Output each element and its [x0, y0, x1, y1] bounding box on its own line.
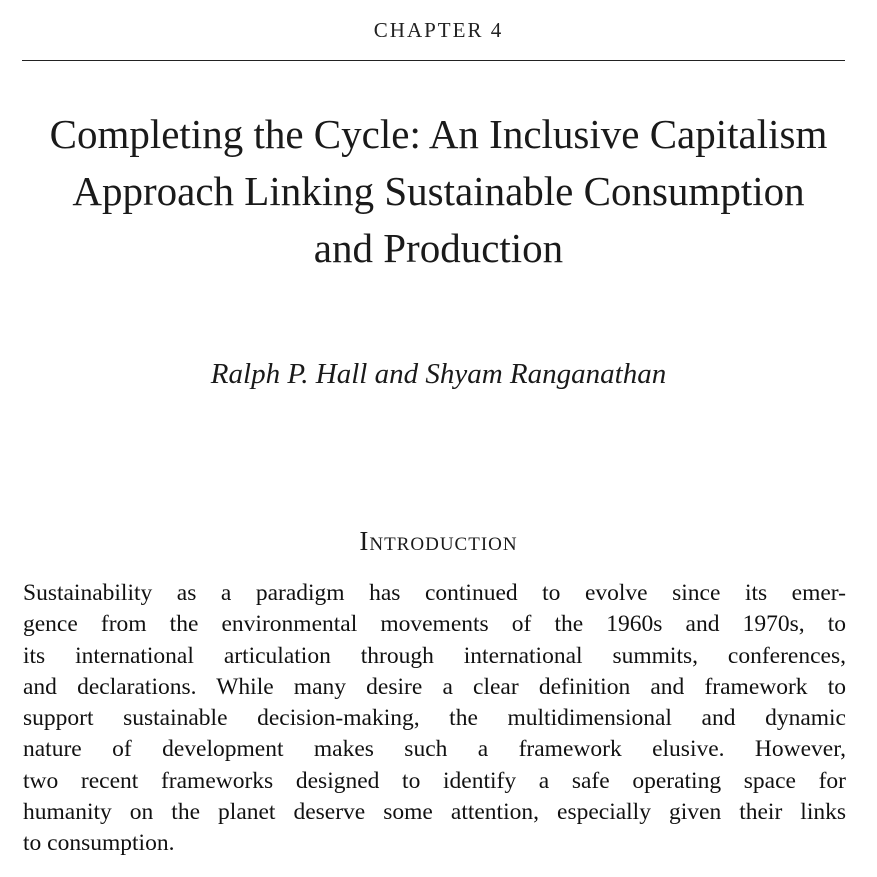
chapter-label: CHAPTER 4 [373, 18, 504, 42]
paragraph-line: support sustainable decision-making, the multidimensional and dynamic [23, 705, 846, 732]
paragraph-line: Sustainability as a paradigm has continued to evolve since its emer- [23, 580, 846, 606]
chapter-title-line: Approach Linking Sustainable Consumption [72, 168, 805, 214]
paragraph-line: to consumption. [23, 830, 175, 857]
paragraph-line: nature of development makes such a framework elusive. However, [23, 736, 846, 763]
intro-paragraph [23, 578, 846, 860]
authors: Ralph P. Hall and Shyam Ranganathan [210, 358, 667, 390]
paragraph-line: and declarations. While many desire a clear definition and framework to [23, 673, 846, 700]
chapter-title-line: Completing the Cycle: An Inclusive Capitalism [49, 111, 828, 157]
chapter-title-line: and Production [313, 225, 564, 271]
paragraph-line: its international articulation through international summits, conferences, [23, 642, 846, 669]
paragraph-line: humanity on the planet deserve some attention, especially given their links [23, 799, 846, 826]
paragraph-line: gence from the environmental movements of the 1960s and 1970s, to [23, 611, 846, 638]
section-heading: Introduction [359, 526, 518, 556]
header-rule [22, 60, 845, 61]
chapter-title [20, 106, 857, 277]
paragraph-line: two recent frameworks designed to identify a safe operating space for [23, 767, 846, 794]
